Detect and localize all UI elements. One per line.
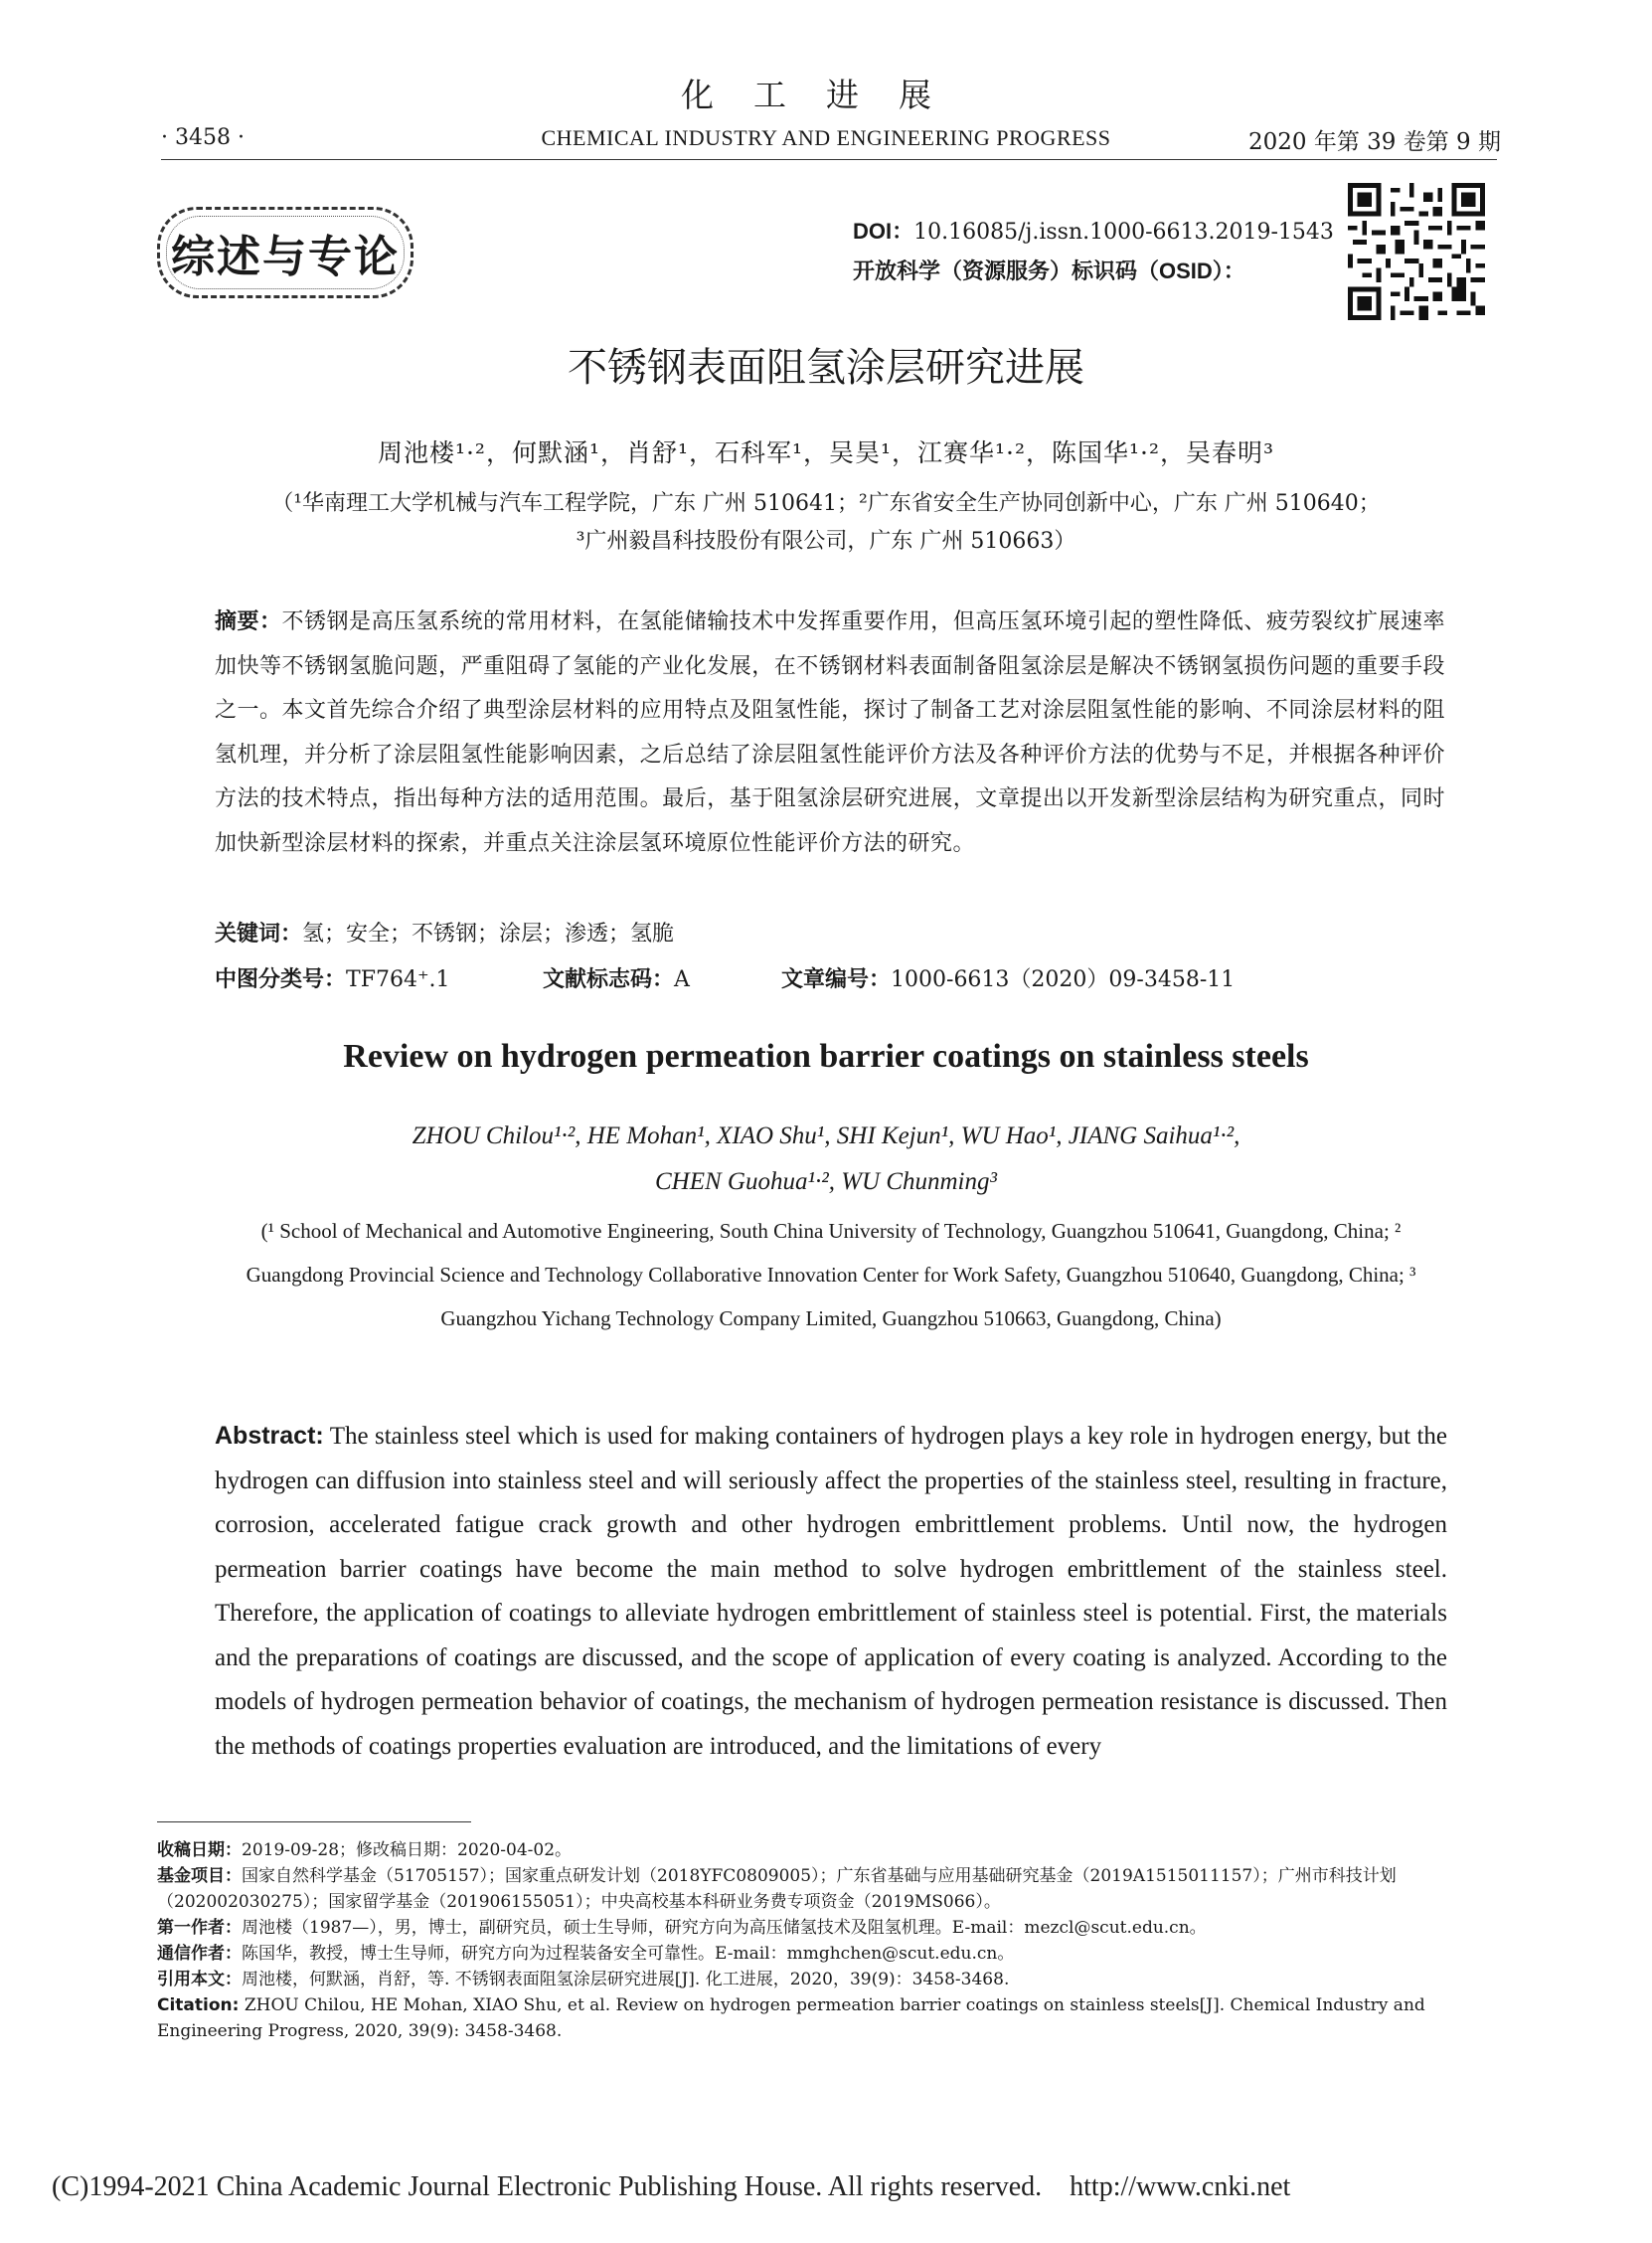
first-author-text: 周池楼（1987—），男，博士，副研究员，硕士生导师，研究方向为高压储氢技术及阻氢机理。E-mail：mezcl@scut.edu.cn。 bbox=[242, 1918, 1207, 1938]
authors-en bbox=[0, 1114, 1652, 1205]
column-label: 综述与专论 bbox=[171, 232, 400, 282]
corresponding-text: 陈国华，教授，博士生导师，研究方向为过程装备安全可靠性。E-mail：mmghchen@scut.edu.cn。 bbox=[242, 1944, 1015, 1964]
doi-label: DOI： bbox=[853, 219, 914, 244]
journal-title-cn: 化工进展 bbox=[681, 76, 971, 114]
paper-title-en: Review on hydrogen permeation barrier coatings on stainless steels bbox=[343, 1038, 1309, 1075]
first-author-label: 第一作者： bbox=[157, 1918, 242, 1938]
footnote-funding bbox=[157, 1863, 1495, 1915]
copyright-notice: (C)1994-2021 China Academic Journal Electronic Publishing House. All rights reserved. http://www.cnki.net bbox=[52, 2171, 1291, 2202]
paper-title-cn: 不锈钢表面阻氢涂层研究进展 bbox=[568, 345, 1084, 391]
authors-cn: 周池楼¹·²，何默涵¹，肖舒¹，石科军¹，吴昊¹，江赛华¹·²，陈国华¹·²，吴春明³ bbox=[377, 438, 1275, 467]
issue-info: 2020 年第 39 卷第 9 期 bbox=[1248, 129, 1501, 155]
qr-code-icon[interactable] bbox=[1348, 183, 1485, 320]
abstract-cn bbox=[215, 601, 1445, 866]
doi-line bbox=[853, 215, 1334, 246]
cite-en-label: Citation: bbox=[157, 1995, 240, 2015]
affiliations-en: (¹ School of Mechanical and Automotive Engineering, South China University of Technology, Guangzhou 510641, Guangdong, China; ² Guangdong Provincial Science and Technology Collaborative Innovation Center for Work Safety, Guangzhou 510640, Guangdong, China; ³ Guangzhou Yichang Technology Company Limited, Guangzhou 510663, Guangdong, China) bbox=[246, 1219, 1416, 1330]
doi-value[interactable]: 10.16085/j.issn.1000-6613.2019-1543 bbox=[913, 220, 1334, 245]
affiliation-cn-line: ³广州毅昌科技股份有限公司，广东 广州 510663） bbox=[576, 529, 1076, 554]
doc-code-label: 文献标志码： bbox=[543, 967, 675, 992]
footnote-cite-en bbox=[157, 1992, 1495, 2044]
clc-label: 中图分类号： bbox=[215, 967, 347, 992]
keywords-cn-label: 关键词： bbox=[215, 922, 303, 947]
footnote-corresponding bbox=[157, 1941, 1495, 1967]
footnotes bbox=[157, 1837, 1495, 2044]
abstract-en bbox=[215, 1414, 1447, 1769]
abstract-cn-text: 不锈钢是高压氢系统的常用材料，在氢能储输技术中发挥重要作用，但高压氢环境引起的塑性降低、疲劳裂纹扩展速率加快等不锈钢氢脆问题，严重阻碍了氢能的产业化发展，在不锈钢材料表面制备阻氢涂层是解决不锈钢氢损伤问题的重要手段之一。本文首先综合介绍了典型涂层材料的应用特点及阻氢性能，探讨了制备工艺对涂层阻氢性能的影响、不同涂层材料的阻氢机理，并分析了涂层阻氢性能影响因素，之后总结了涂层阻氢性能评价方法及各种评价方法的优势与不足，并根据各种评价方法的技术特点，指出每种方法的适用范围。最后，基于阻氢涂层研究进展，文章提出以开发新型涂层结构为研究重点，同时加快新型涂层材料的探索，并重点关注涂层氢环境原位性能评价方法的研究。 bbox=[215, 609, 1445, 856]
footnote-cite-cn bbox=[157, 1967, 1495, 1992]
article-id-label: 文章编号： bbox=[781, 967, 892, 992]
osid-label: 开放科学（资源服务）标识码（OSID）： bbox=[853, 259, 1245, 283]
footnote-rule bbox=[157, 1821, 471, 1822]
authors-en-line: CHEN Guohua¹·², WU Chunming³ bbox=[654, 1168, 998, 1195]
article-id-value: 1000-6613（2020）09-3458-11 bbox=[891, 967, 1236, 992]
footnote-first-author bbox=[157, 1915, 1495, 1941]
clc-value: TF764⁺.1 bbox=[346, 967, 450, 992]
keywords-cn-text: 氢；安全；不锈钢；涂层；渗透；氢脆 bbox=[302, 922, 675, 947]
received-text: 2019-09-28；修改稿日期：2020-04-02。 bbox=[242, 1840, 573, 1860]
header-rule bbox=[161, 159, 1497, 160]
abstract-cn-label: 摘要： bbox=[215, 609, 282, 634]
abstract-en-label: Abstract: bbox=[215, 1422, 324, 1450]
authors-en-line: ZHOU Chilou¹·², HE Mohan¹, XIAO Shu¹, SHI Kejun¹, WU Hao¹, JIANG Saihua¹·², bbox=[412, 1122, 1240, 1149]
cite-cn-label: 引用本文： bbox=[157, 1970, 242, 1989]
page-number: · 3458 · bbox=[161, 125, 245, 150]
footnote-received bbox=[157, 1837, 1495, 1863]
cite-cn-text: 周池楼，何默涵，肖舒，等. 不锈钢表面阻氢涂层研究进展[J]. 化工进展，2020，39(9)：3458-3468. bbox=[242, 1970, 1010, 1989]
affiliations-cn bbox=[0, 485, 1652, 561]
corresponding-label: 通信作者： bbox=[157, 1944, 242, 1964]
funding-label: 基金项目： bbox=[157, 1866, 242, 1886]
keywords-cn bbox=[215, 917, 674, 948]
received-label: 收稿日期： bbox=[157, 1840, 242, 1860]
abstract-en-text: The stainless steel which is used for making containers of hydrogen plays a key role in hydrogen energy, but the hydrogen can diffusion into stainless steel and will seriously affect the properties of the stainless steel, resulting in fracture, corrosion, accelerated fatigue crack growth and other hydrogen embrittlement problems. Until now, the hydrogen permeation barrier coatings have become the main method to solve hydrogen embrittlement of the stainless steel. Therefore, the application of coatings to alleviate hydrogen embrittlement of stainless steel is potential. First, the materials and the preparations of coatings are discussed, and the scope of application of every coating is analyzed. According to the models of hydrogen permeation behavior of coatings, the mechanism of hydrogen permeation resistance is discussed. Then the methods of coatings properties evaluation are introduced, and the limitations of every bbox=[215, 1423, 1447, 1760]
affiliation-cn-line: （¹华南理工大学机械与汽车工程学院，广东 广州 510641；²广东省安全生产协同创新中心，广东 广州 510640； bbox=[271, 491, 1381, 516]
cite-en-text: ZHOU Chilou, HE Mohan, XIAO Shu, et al. Review on hydrogen permeation barrier coatings on stainless steels[J]. Chemical Industry and Engineering Progress, 2020, 39(9): 3458-3468. bbox=[157, 1995, 1425, 2041]
doc-code-value: A bbox=[674, 967, 690, 992]
funding-text: 国家自然科学基金（51705157）；国家重点研发计划（2018YFC0809005）；广东省基础与应用基础研究基金（2019A1515011157）；广州市科技计划（202002030275）；国家留学基金（201906155051）；中央高校基本科研业务费专项资金（2019MS066）。 bbox=[157, 1866, 1397, 1912]
column-badge bbox=[157, 207, 413, 298]
journal-title-en: CHEMICAL INDUSTRY AND ENGINEERING PROGRESS bbox=[541, 125, 1111, 150]
classification-line bbox=[215, 962, 1447, 993]
